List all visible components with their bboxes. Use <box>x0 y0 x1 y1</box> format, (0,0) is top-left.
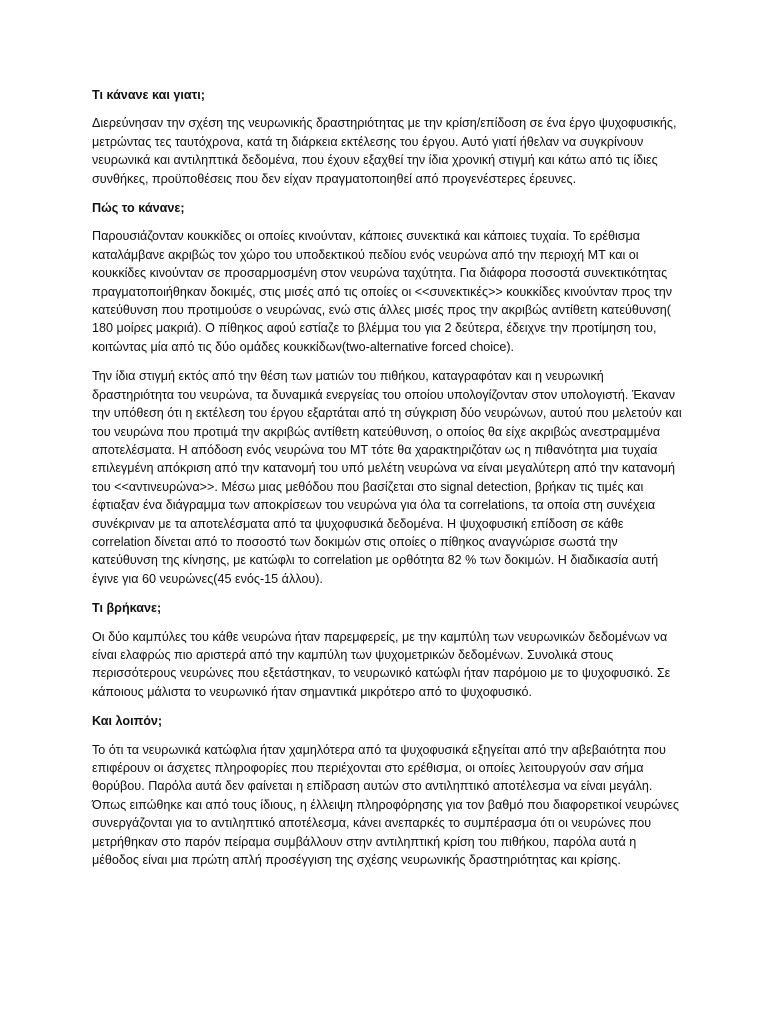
section-heading-what-and-why: Τι κάνανε και γιατι; <box>92 88 205 102</box>
paragraph-how-stimulus: Παρουσιάζονταν κουκκίδες οι οποίες κινούνταν, κάποιες συνεκτικά και κάποιες τυχαία. Το ερέθισμα καταλάμβανε ακριβώς τον χώρο του υποδεκτικού πεδίου ενός νευρώνα από την περιοχή MT και οι κουκκίδες κινούνταν σε προσαρμοσμένη στον νευρώνα ταχύτητα. Για διάφορα ποσοστά συνεκτικότητας πραγματοποιήθηκαν δοκιμές, στις μισές από τις οποίες οι <<συνεκτικές>> κουκκίδες κινούνταν προς την κατεύθυνση που προτιμούσε ο νευρώνας, ενώ στις άλλες μισές προς την ακριβώς αντίθετη κατεύθυνση( 180 μοίρες μακριά). Ο πίθηκος αφού εστίαζε το βλέμμα του για 2 δεύτερα, έδειχνε την προτίμηση του, κοιτώντας μία από τις δύο ομάδες κουκκίδων(two-alternative forced choice). <box>92 229 673 354</box>
paragraph-so-what: Το ότι τα νευρωνικά κατώφλια ήταν χαμηλότερα από τα ψυχοφυσικά εξηγείται από την αβεβαιότητα που επιφέρουν οι άσχετες πληροφορίες που περιέχονται στο ερέθισμα, οι οποίες λειτουργούν σαν σήμα θορύβου. Παρόλα αυτά δεν φαίνεται η επίδραση αυτών στο αντιληπτικό αποτέλεσμα να είναι μεγάλη. Όπως ειπώθηκε και από τους ίδιους, η έλλειψη πληροφόρησης για τον βαθμό που διαφορετικοί νευρώνες συνεργάζονται για το αντιληπτικό αποτέλεσμα, κάνει ανεπαρκές το συμπέρασμα ότι οι νευρώνες που μετρήθηκαν στο παρόν πείραμα συμβάλλουν στην αντιληπτική κρίση του πιθήκου, παρόλα αυτά η μέθοδος είναι μια πρώτη απλή προσέγγιση της σχέσης νευρωνικής δραστηριότητας και κρίσης. <box>92 742 679 868</box>
paragraph-how-recording: Την ίδια στιγμή εκτός από την θέση των ματιών του πιθήκου, καταγραφόταν και η νευρωνική δραστηριότητα του νευρώνα, τα δυναμικά ενεργείας του οποίου υπολογίζονταν στον υπολογιστή. Έκαναν την υπόθεση ότι η εκτέλεση του έργου εξαρτάται από τη σύγκριση δύο νευρώνων, αυτού που μελετούν και του νευρώνα που προτιμά την ακριβώς αντίθετη κατεύθυνση, ο οποίος θα είχε ακριβώς ανεστραμμένα αποτελέσματα. Η απόδοση ενός νευρώνα του MT τότε θα χαρακτηριζόταν ως η πιθανότητα μια τυχαία επιλεγμένη απόκριση από την κατανομή του υπό μελέτη νευρώνα να είναι μεγαλύτερη από την κατανομή του <<αντινευρώνα>>. Μέσω μιας μεθόδου που βασίζεται στο signal detection, βρήκαν τις τιμές και έφτιαξαν ένα διάγραμμα των αποκρίσεων του νευρώνα για όλα τα correlations, τα οποία στη συνέχεια συνέκριναν με τα αποτελέσματα από τα ψυχοφυσικά δεδομένα. Η ψυχοφυσική επίδοση σε κάθε correlation δίνεται από το ποσοστό των δοκιμών στις οποίες ο πίθηκος αναγνώρισε σωστά την κατεύθυνση της κίνησης, με κατώφλι το correlation με ορθότητα 82 % των δοκιμών. Η διαδικασία αυτή έγινε για 60 νευρώνες(45 ενός-15 άλλου). <box>92 369 682 586</box>
document-page <box>92 86 682 880</box>
section-heading-so-what: Και λοιπόν; <box>92 714 163 729</box>
paragraph-findings: Οι δύο καμπύλες του κάθε νευρώνα ήταν παρεμφερείς, με την καμπύλη των νευρωνικών δεδομένων να είναι ελαφρώς πιο αριστερά από την καμπύλη των ψυχομετρικών δεδομένων. Συνολικά στους περισσότερους νευρώνες που εξετάστηκαν, το νευρωνικό κατώφλι ήταν παρόμοιο με το ψυχοφυσικό. Σε κάποιους μάλιστα το νευρωνικό ήταν σημαντικά μικρότερο από το ψυχοφυσικό. <box>92 629 671 699</box>
paragraph-what-and-why: Διερεύνησαν την σχέση της νευρωνικής δραστηριότητας με την κρίση/επίδοση σε ένα έργο ψυχοφυσικής, μετρώντας τες ταυτόχρονα, κατά τη διάρκεια εκτέλεσης του έργου. Αυτό γιατί ήθελαν να συγκρίνουν νευρωνικά και αντιληπτικά δεδομένα, που έχουν εξαχθεί την ίδια χρονική στιγμή και κάτω από τις ίδιες συνθήκες, προϋποθέσεις που δεν είχαν πραγματοποιηθεί από προγενέστερες έρευνες. <box>92 116 677 186</box>
section-heading-how: Πώς το κάνανε; <box>92 201 185 216</box>
section-heading-findings: Τι βρήκανε; <box>92 601 162 616</box>
